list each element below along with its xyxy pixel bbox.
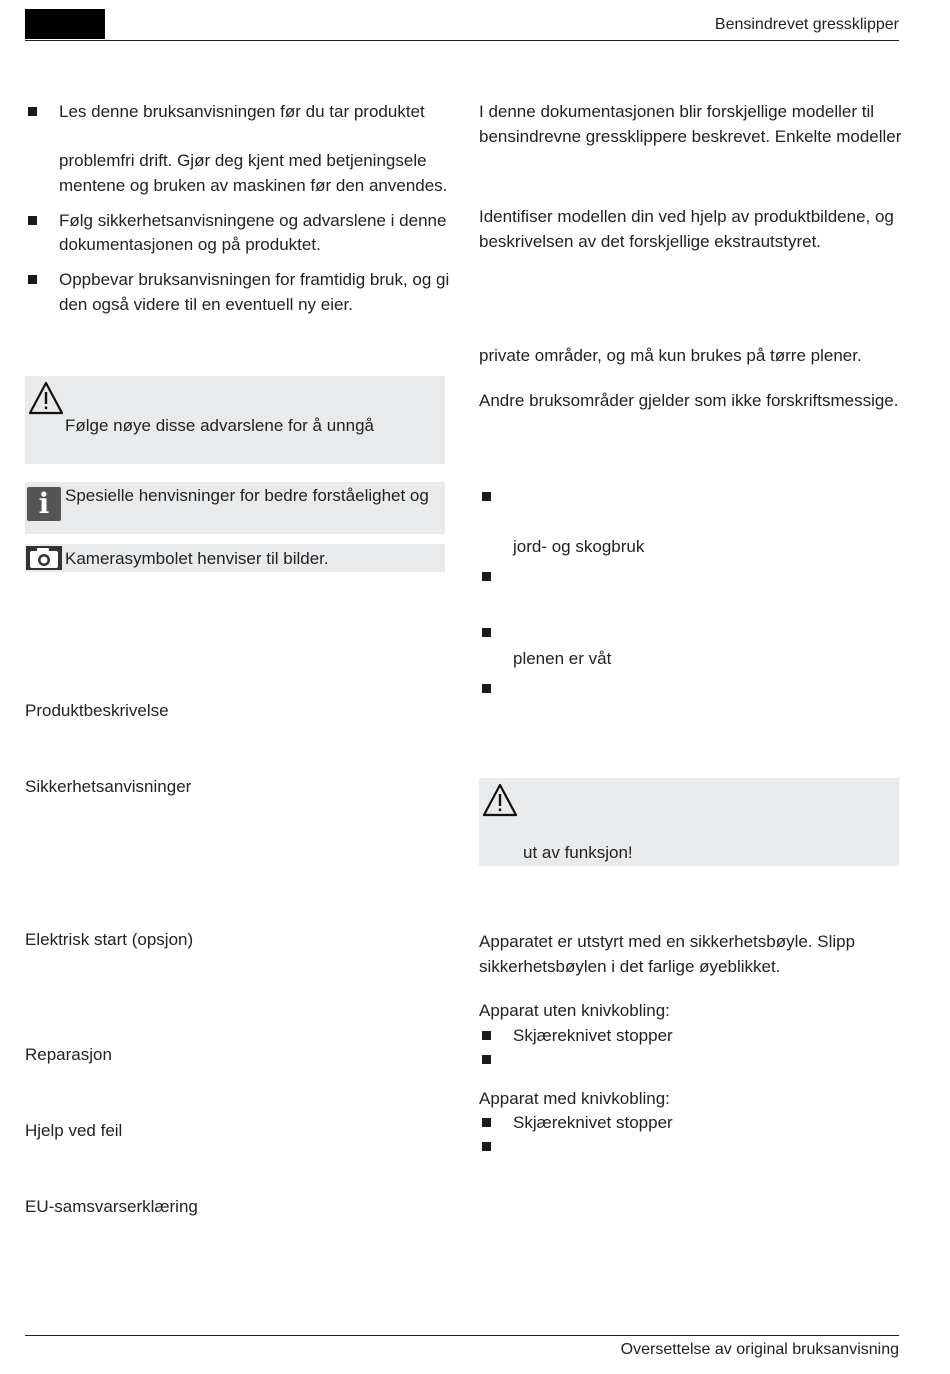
toc-item-hjelp-ved-feil: Hjelp ved feil <box>25 1121 123 1140</box>
left-bullet2-line2: dokumentasjonen og på produktet. <box>59 235 321 254</box>
header-title: Bensindrevet gressklipper <box>714 16 899 33</box>
bullet-icon <box>28 216 37 225</box>
toc-item-reparasjon: Reparasjon <box>25 1045 112 1064</box>
left-bullet1-line2: problemfri drift. Gjør deg kjent med betjeningsele <box>59 151 427 170</box>
header-black-block <box>25 9 105 39</box>
bullet-icon <box>482 1142 491 1151</box>
footer-text: Oversettelse av original bruksanvisning <box>620 1341 899 1358</box>
right-para2-line2: beskrivelsen av det forskjellige ekstrautstyret. <box>479 232 822 251</box>
warning-box <box>25 376 445 464</box>
bullet-icon <box>482 1118 491 1127</box>
right-para1-line2: bensindrevne gressklippere beskrevet. Enkelte modeller <box>479 127 902 146</box>
right-para5-line2: sikkerhetsbøylen i det farlige øyeblikket. <box>479 957 781 976</box>
toc-item-elektrisk-start: Elektrisk start (opsjon) <box>25 930 194 949</box>
bullet-icon <box>28 107 37 116</box>
right-para3: private områder, og må kun brukes på tørre plener. <box>479 346 862 365</box>
right-para4: Andre bruksområder gjelder som ikke forskriftsmessige. <box>479 391 899 410</box>
camera-box <box>25 544 445 572</box>
warning-triangle-icon <box>482 783 518 817</box>
info-icon: i <box>27 487 61 521</box>
warning-triangle-icon <box>28 381 64 415</box>
bullet-icon <box>482 628 491 637</box>
camera-icon <box>26 546 62 570</box>
warning-box-right-text: ut av funksjon! <box>523 843 633 862</box>
left-bullet2-line1: Følg sikkerhetsanvisningene og advarslene i denne <box>59 211 447 230</box>
camera-box-text: Kamerasymbolet henviser til bilder. <box>65 549 329 568</box>
bullet-icon <box>482 1031 491 1040</box>
bullet-icon <box>28 275 37 284</box>
right-para1-line1: I denne dokumentasjonen blir forskjellige modeller til <box>479 102 874 121</box>
toc-item-sikkerhetsanvisninger: Sikkerhetsanvisninger <box>25 777 192 796</box>
toc-item-produktbeskrivelse: Produktbeskrivelse <box>25 701 169 720</box>
right-para5-line1: Apparatet er utstyrt med en sikkerhetsbøyle. Slipp <box>479 932 856 951</box>
warning-box-text: Følge nøye disse advarslene for å unngå <box>65 416 375 435</box>
right-list-item-plenen: plenen er våt <box>513 649 612 668</box>
toc-item-eu-samsvarserklaering: EU-samsvarserklæring <box>25 1197 198 1216</box>
right-without-label: Apparat uten knivkobling: <box>479 1001 670 1020</box>
right-para2-line1: Identifiser modellen din ved hjelp av produktbildene, og <box>479 207 894 226</box>
header-rule <box>25 40 899 41</box>
info-box-text: Spesielle henvisninger for bedre forståelighet og <box>65 486 429 505</box>
left-bullet3-line2: den også videre til en eventuell ny eier. <box>59 295 353 314</box>
bullet-icon <box>482 492 491 501</box>
left-bullet1-line3: mentene og bruken av maskinen før den anvendes. <box>59 176 448 195</box>
bullet-icon <box>482 684 491 693</box>
left-bullet3-line1: Oppbevar bruksanvisningen for framtidig bruk, og gi <box>59 270 450 289</box>
right-with-item: Skjæreknivet stopper <box>513 1113 673 1132</box>
bullet-icon <box>482 1055 491 1064</box>
right-list-item-jord: jord- og skogbruk <box>513 537 645 556</box>
footer-rule <box>25 1335 899 1336</box>
left-bullet1-line1: Les denne bruksanvisningen før du tar produktet <box>59 102 425 121</box>
right-with-label: Apparat med knivkobling: <box>479 1089 670 1108</box>
bullet-icon <box>482 572 491 581</box>
info-box <box>25 482 445 534</box>
warning-box-right <box>479 778 899 866</box>
right-without-item: Skjæreknivet stopper <box>513 1026 673 1045</box>
